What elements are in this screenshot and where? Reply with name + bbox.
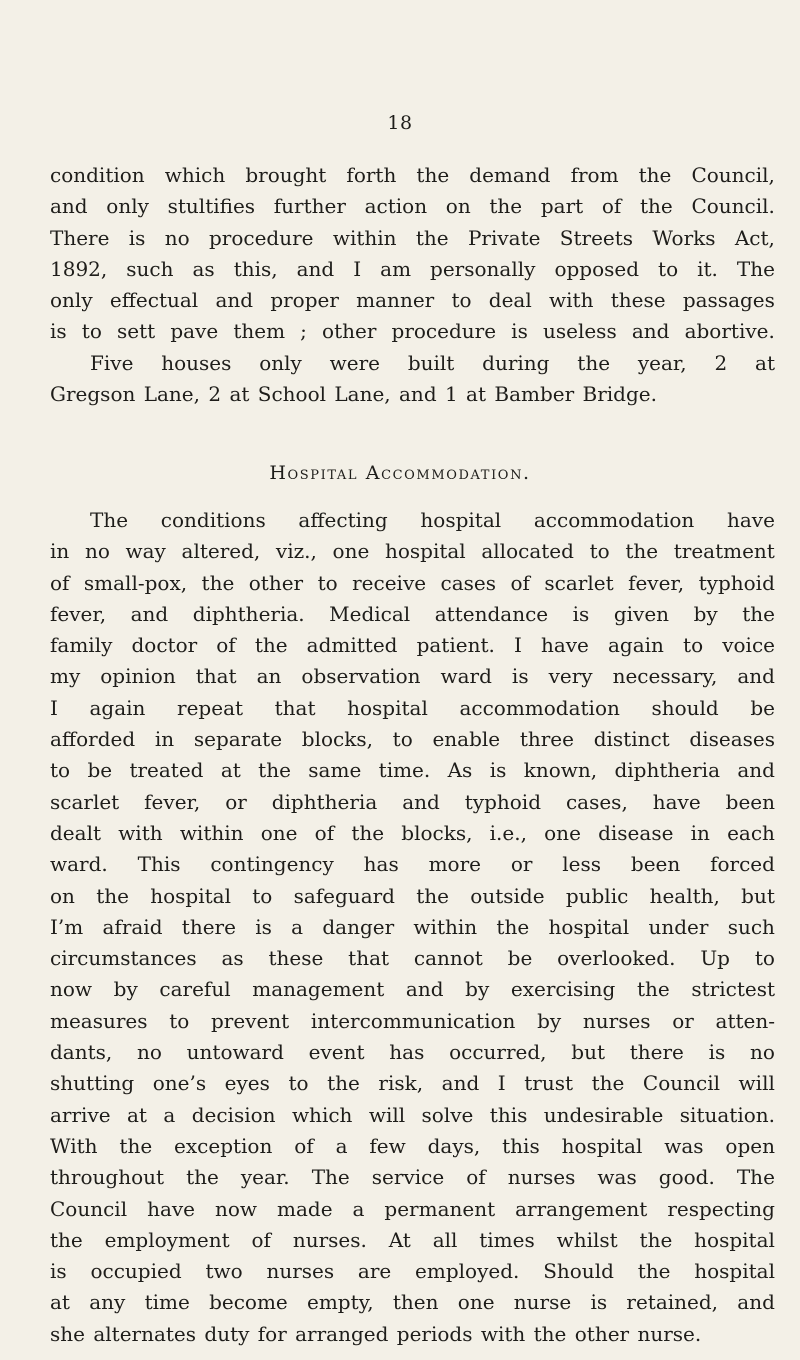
text-line: I again repeat that hospital accommodation should be <box>50 695 775 720</box>
text-line: my opinion that an observation ward is very necessary, and <box>50 664 775 689</box>
text-line: ward. This contingency has more or less been forced <box>50 852 775 877</box>
text-line: Five houses only were built during the year, 2 at <box>90 350 775 375</box>
text-line: and only stultifies further action on the part of the Council. <box>50 194 775 219</box>
text-line: The conditions affecting hospital accommodation have <box>90 508 775 532</box>
text-line: the employment of nurses. At all times whilst the hospital <box>50 1227 775 1252</box>
text-line: of small-pox, the other to receive cases of scarlet fever, typhoid <box>50 570 775 595</box>
body-text-upper <box>50 160 775 410</box>
body-text-lower <box>50 505 775 1350</box>
text-line: afforded in separate blocks, to enable three distinct diseases <box>50 727 775 752</box>
text-line: family doctor of the admitted patient. I have again to voice <box>50 633 775 658</box>
text-line: now by careful management and by exercising the strictest <box>50 977 775 1002</box>
text-line: arrive at a decision which will solve this undesirable situation. <box>50 1102 775 1127</box>
text-line: condition which brought forth the demand from the Council, <box>50 163 775 187</box>
text-line: is occupied two nurses are employed. Should the hospital <box>50 1259 775 1284</box>
text-line: scarlet fever, or diphtheria and typhoid cases, have been <box>50 789 775 814</box>
text-line: to be treated at the same time. As is known, diphtheria and <box>50 758 775 783</box>
text-line: Gregson Lane, 2 at School Lane, and 1 at Bamber Bridge. <box>50 382 657 407</box>
text-line: dealt with within one of the blocks, i.e., one disease in each <box>50 820 775 845</box>
text-line: measures to prevent intercommunication by nurses or atten- <box>50 1008 775 1033</box>
text-line: at any time become empty, then one nurse is retained, and <box>50 1290 775 1315</box>
text-line: fever, and diphtheria. Medical attendance is given by the <box>50 601 775 626</box>
text-line: only effectual and proper manner to deal with these passages <box>50 288 775 313</box>
text-line: she alternates duty for arranged periods with the other nurse. <box>50 1321 702 1346</box>
text-line: I’m afraid there is a danger within the hospital under such <box>50 914 775 939</box>
text-line: circumstances as these that cannot be overlooked. Up to <box>50 946 775 971</box>
text-line: is to sett pave them ; other procedure is useless and abortive. <box>50 319 775 344</box>
text-line: on the hospital to safeguard the outside public health, but <box>50 883 775 908</box>
text-line: With the exception of a few days, this hospital was open <box>50 1133 775 1158</box>
text-line: in no way altered, viz., one hospital allocated to the treatment <box>50 539 775 564</box>
section-heading: Hospital Accommodation. <box>269 462 531 484</box>
text-line: Council have now made a permanent arrangement respecting <box>50 1196 775 1221</box>
text-line: 1892, such as this, and I am personally opposed to it. The <box>50 256 775 281</box>
text-line: shutting one’s eyes to the risk, and I trust the Council will <box>50 1071 775 1096</box>
page-number: 18 <box>387 112 413 134</box>
text-line: There is no procedure within the Private Streets Works Act, <box>50 225 775 250</box>
text-line: dants, no untoward event has occurred, but there is no <box>50 1040 775 1065</box>
text-line: throughout the year. The service of nurses was good. The <box>50 1165 775 1190</box>
